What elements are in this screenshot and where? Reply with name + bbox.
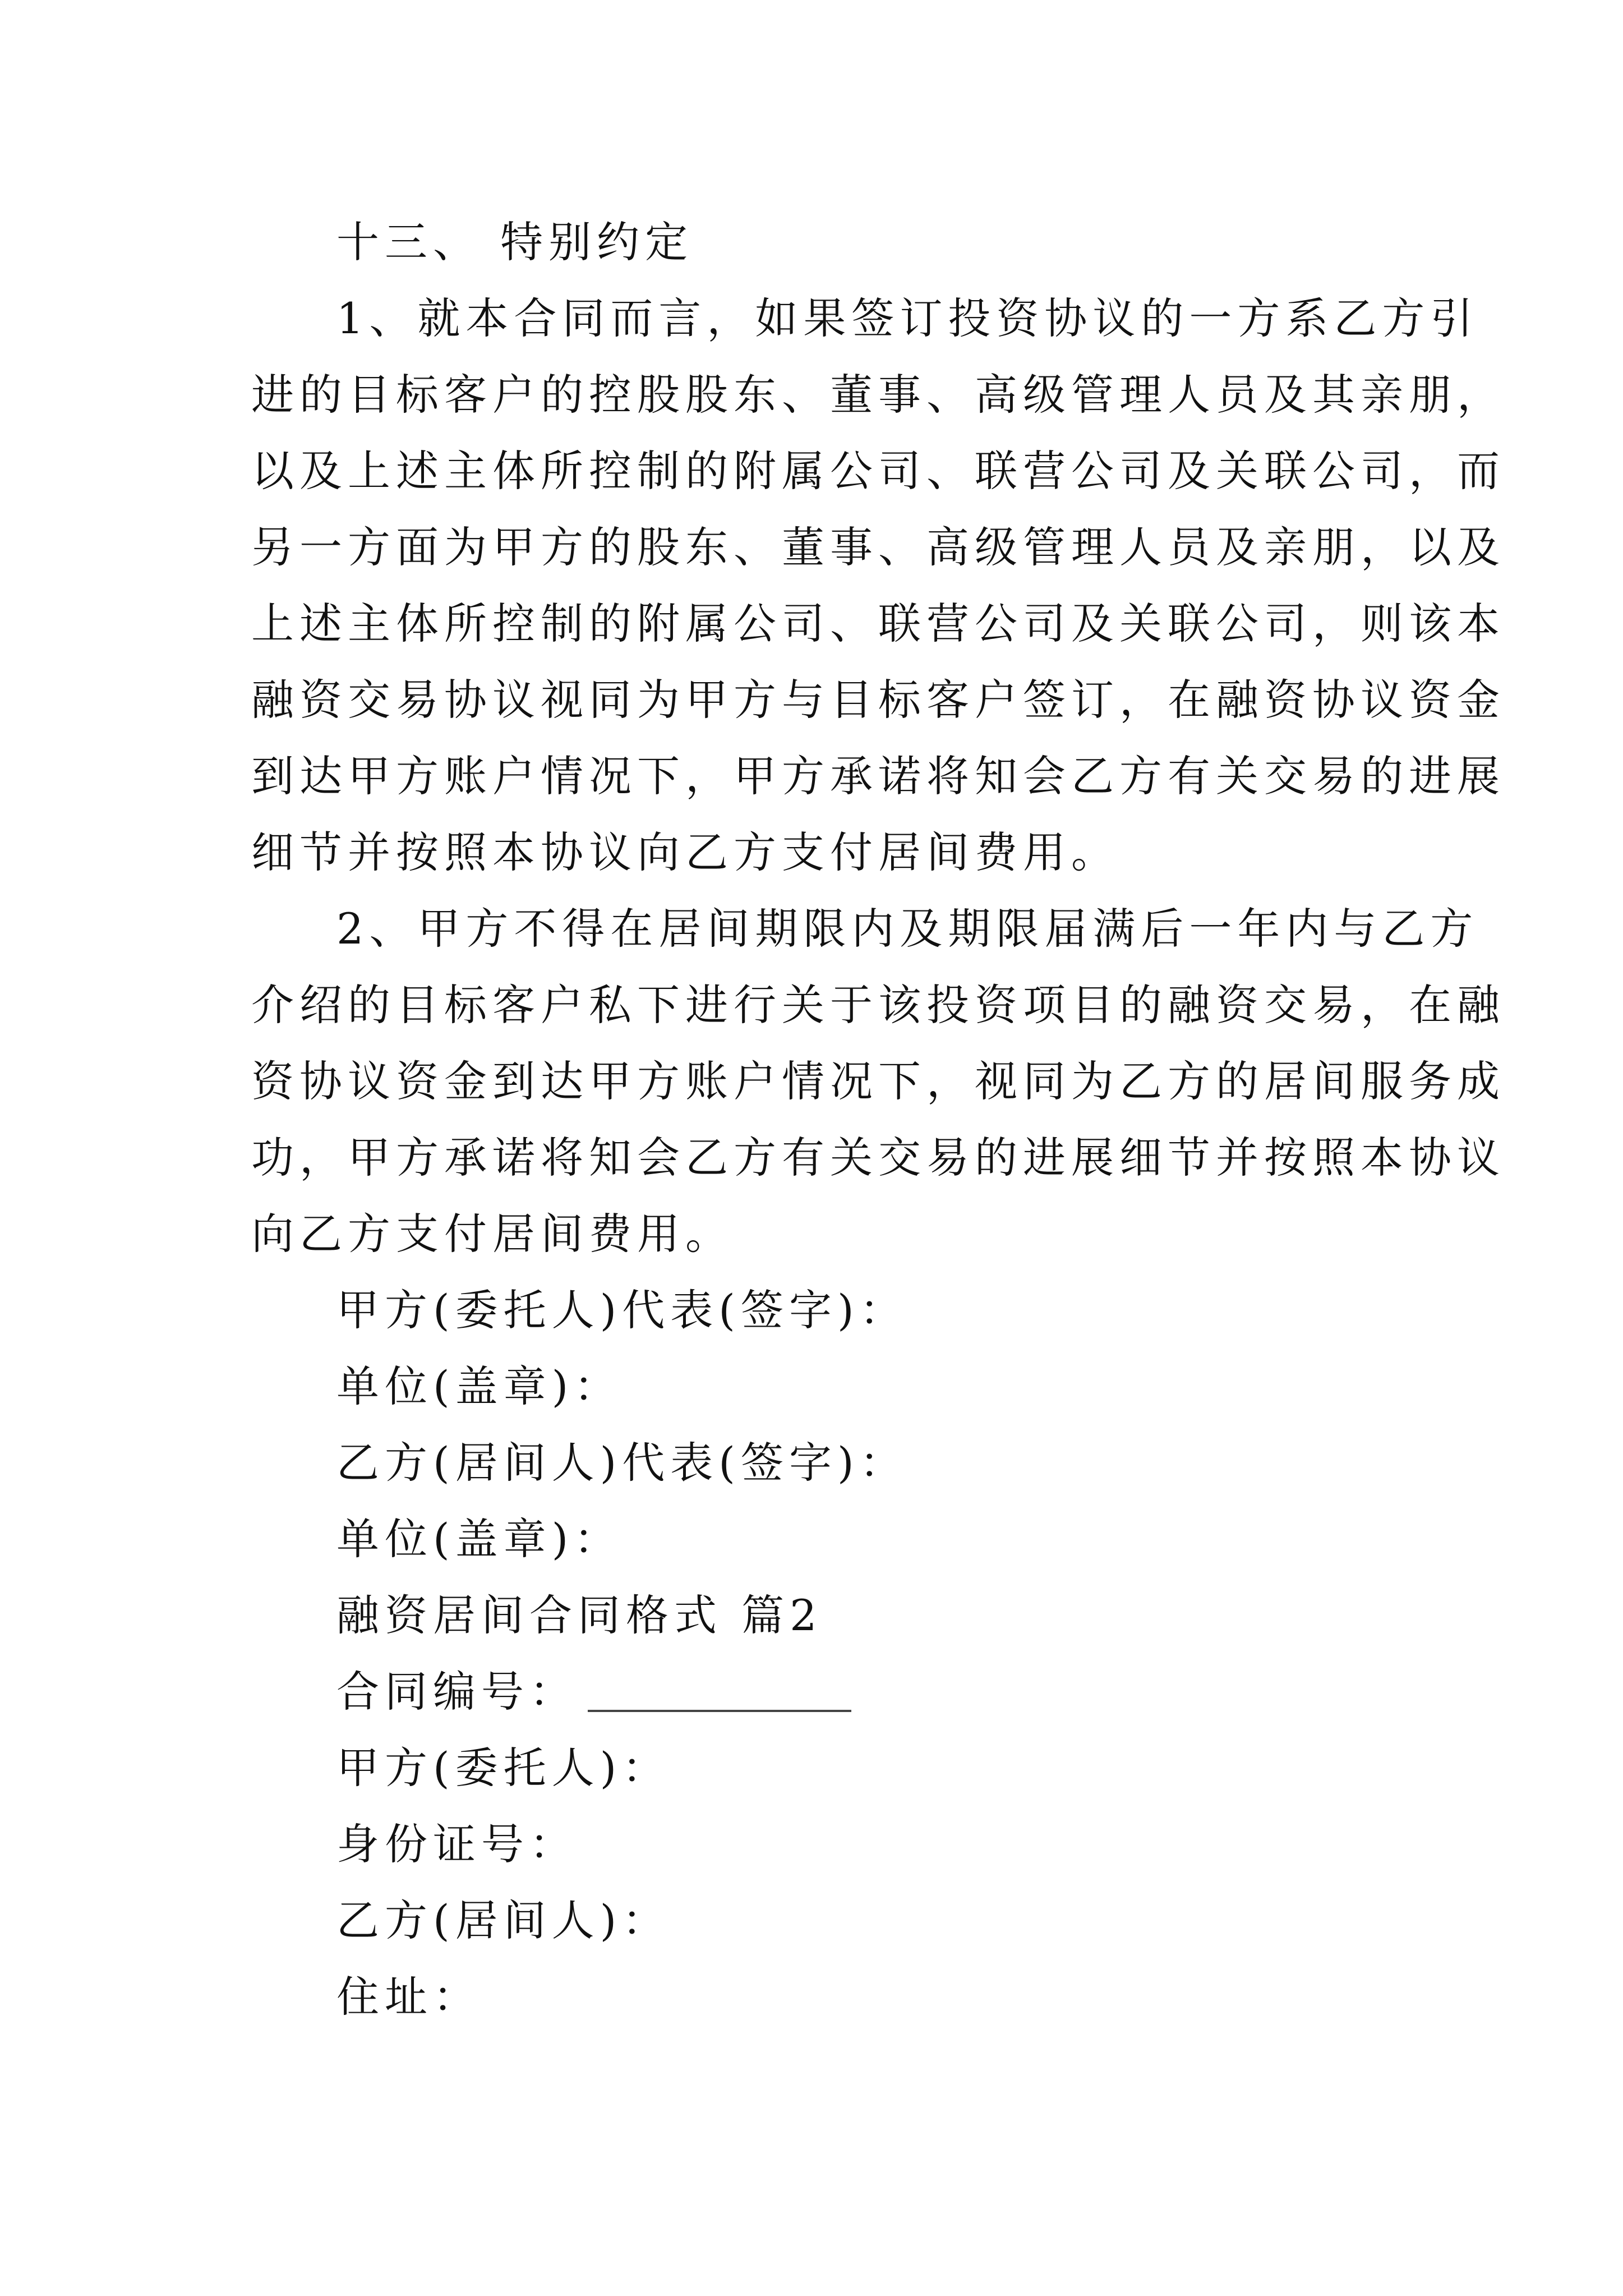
clause-2-line: 2、甲方不得在居间期限内及期限届满后一年内与乙方 <box>336 904 1479 954</box>
clause-1-line: 另一方面为甲方的股东、董事、高级管理人员及亲朋，以及 <box>251 522 1505 572</box>
contract-number-blank <box>588 1667 851 1712</box>
clause-1-line: 上述主体所控制的附属公司、联营公司及关联公司，则该本 <box>251 599 1505 648</box>
id-number-label: 身份证号： <box>336 1819 578 1869</box>
clause-1-line: 以及上述主体所控制的附属公司、联营公司及关联公司，而 <box>251 446 1505 496</box>
party-b-label: 乙方(居间人)： <box>336 1895 671 1945</box>
clause-1-line: 细节并按照本协议向乙方支付居间费用。 <box>251 827 1119 877</box>
clause-1 <box>251 280 1505 891</box>
contract-number-label: 合同编号： <box>336 1667 578 1717</box>
clause-1-line: 到达甲方账户情况下，甲方承诺将知会乙方有关交易的进展 <box>251 751 1505 801</box>
party-b-representative-signature: 乙方(居间人)代表(签字)： <box>336 1438 908 1488</box>
next-contract-title: 融资居间合同格式 篇2 <box>336 1590 823 1640</box>
party-a-label: 甲方(委托人)： <box>336 1743 671 1793</box>
section-heading-block <box>251 204 1435 280</box>
party-b-unit-seal: 单位(盖章)： <box>336 1514 623 1564</box>
party-a-unit-seal: 单位(盖章)： <box>336 1361 623 1411</box>
clause-2-line: 向乙方支付居间费用。 <box>251 1209 734 1259</box>
next-contract-section <box>251 1577 1435 2035</box>
clause-1-line: 进的目标客户的控股股东、董事、高级管理人员及其亲朋， <box>251 370 1505 420</box>
clause-2-line: 介绍的目标客户私下进行关于该投资项目的融资交易，在融 <box>251 980 1505 1030</box>
signature-section <box>251 1272 1435 1577</box>
section-heading: 十三、 特别约定 <box>336 217 694 267</box>
address-label: 住址： <box>336 1972 481 2022</box>
clause-2 <box>251 891 1505 1272</box>
clause-2-line: 功，甲方承诺将知会乙方有关交易的进展细节并按照本协议 <box>251 1133 1505 1182</box>
clause-2-line: 资协议资金到达甲方账户情况下，视同为乙方的居间服务成 <box>251 1056 1505 1106</box>
clause-1-line: 1、就本合同而言，如果签订投资协议的一方系乙方引 <box>336 293 1479 343</box>
party-a-representative-signature: 甲方(委托人)代表(签字)： <box>336 1285 908 1335</box>
contract-number-row <box>251 1654 1435 1730</box>
clause-1-line: 融资交易协议视同为甲方与目标客户签订，在融资协议资金 <box>251 675 1505 725</box>
